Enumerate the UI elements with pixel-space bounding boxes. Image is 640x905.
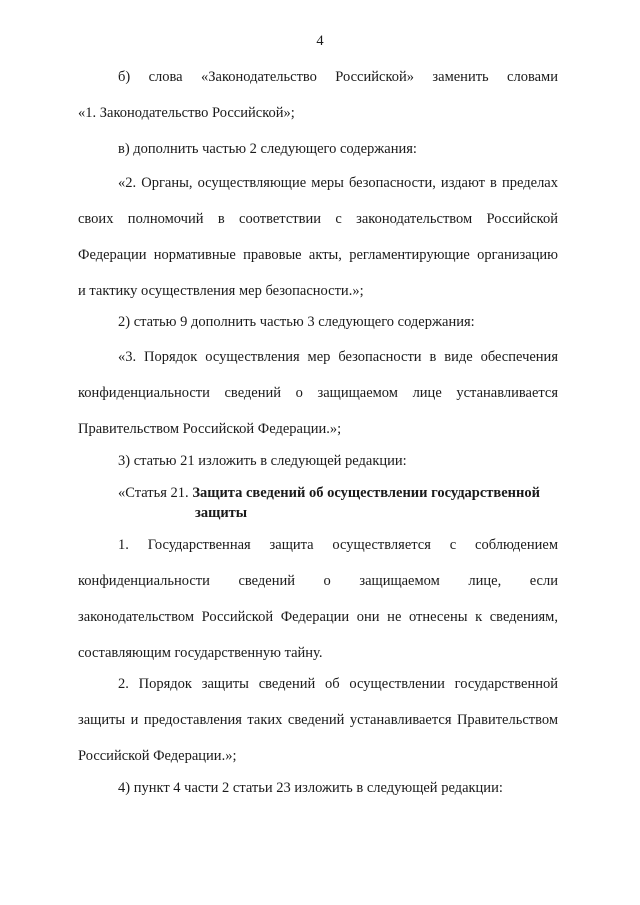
- text-line: Правительством Российской Федерации.»;: [78, 421, 342, 437]
- text-line: «1. Законодательство Российской»;: [78, 105, 295, 121]
- text-line: защиты и предоставления таких сведений устанавливается Правительством: [78, 712, 558, 728]
- text-line: конфиденциальности сведений о защищаемом лице устанавливается: [78, 385, 558, 401]
- text-line: законодательством Российской Федерации они не отнесены к сведениям,: [78, 609, 558, 625]
- text-line: Российской Федерации.»;: [78, 748, 237, 764]
- paragraph-v: [78, 138, 558, 174]
- text-line: 3) статью 21 изложить в следующей редакции:: [118, 453, 407, 469]
- article-heading: [78, 483, 558, 523]
- article-title: Защита сведений об осуществлении государственной: [192, 485, 540, 501]
- paragraph-item-4: [78, 777, 558, 813]
- paragraph-item-2: [78, 311, 558, 347]
- text-line: Федерации нормативные правовые акты, регламентирующие организацию: [78, 247, 558, 263]
- article-clause-1: [78, 534, 558, 678]
- paragraph-quote-3: [78, 346, 558, 454]
- text-line: «2. Органы, осуществляющие меры безопасности, издают в пределах: [118, 175, 558, 191]
- text-line: 2) статью 9 дополнить частью 3 следующего содержания:: [118, 314, 475, 330]
- text-line: 2. Порядок защиты сведений об осуществлении государственной: [118, 676, 558, 692]
- text-line: конфиденциальности сведений о защищаемом лице, если: [78, 573, 558, 589]
- paragraph-quote-2: [78, 172, 558, 316]
- page-number: 4: [316, 33, 324, 49]
- text-line: в) дополнить частью 2 следующего содержания:: [118, 141, 417, 157]
- paragraph-item-3: [78, 450, 558, 486]
- text-line: и тактику осуществления мер безопасности.»;: [78, 283, 364, 299]
- article-title-continued: защиты: [195, 505, 248, 521]
- text-line: 4) пункт 4 части 2 статьи 23 изложить в следующей редакции:: [118, 780, 503, 796]
- text-line: своих полномочий в соответствии с законодательством Российской: [78, 211, 558, 227]
- article-prefix: «Статья 21.: [118, 485, 189, 501]
- paragraph-b: [78, 66, 558, 138]
- article-clause-2: [78, 673, 558, 781]
- text-line: составляющим государственную тайну.: [78, 645, 323, 661]
- text-line: 1. Государственная защита осуществляется с соблюдением: [118, 537, 558, 553]
- text-line: «3. Порядок осуществления мер безопасности в виде обеспечения: [118, 349, 558, 365]
- text-line: б) слова «Законодательство Российской» заменить словами: [118, 69, 558, 85]
